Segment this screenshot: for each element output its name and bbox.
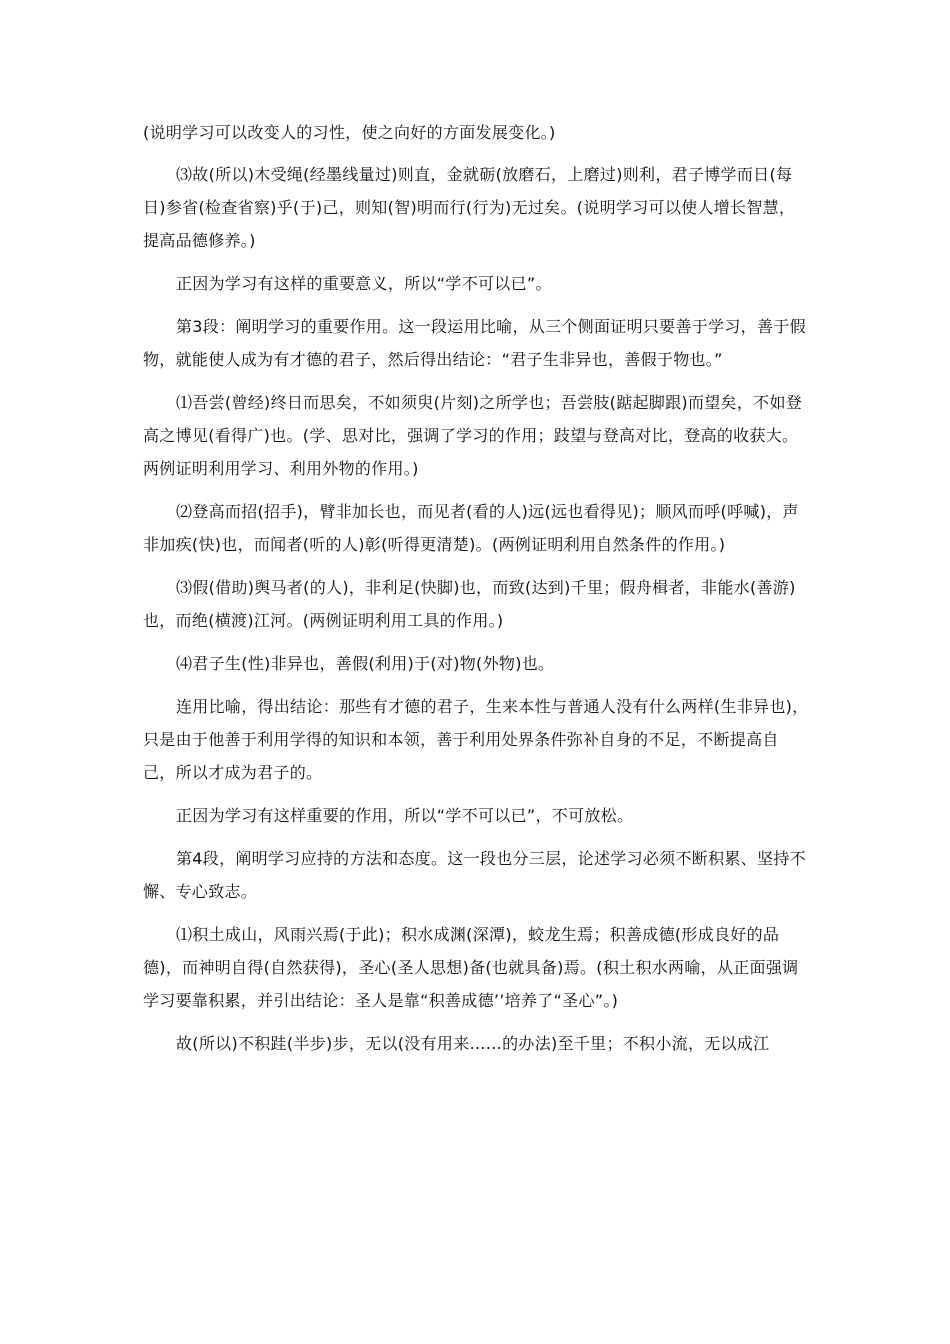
paragraph-final: 故(所以)不积跬(半步)步，无以(没有用来……的办法)至千里；不积小流，无以成江	[176, 1034, 770, 1053]
paragraph-item-1b: ⑴积土成山，风雨兴焉(于此)；积水成渊(深潭)，蛟龙生焉；积善成德(形成良好的品德)，而神明自得(自然获得)，圣心(圣人思想)备(也就具备)焉。(积土积水两喻，从正面强调学习要靠积累，并引出结论：圣人是靠“积善成德’’培养了“圣心”。)	[143, 925, 799, 1010]
paragraph-item-3: ⑶故(所以)木受绳(经墨线量过)则直，金就砺(放磨石，上磨过)则利，君子博学而日(每日)参省(检查省察)乎(于)己，则知(智)明而行(行为)无过矣。(说明学习可以使人增长智慧，提高品德修养。)	[143, 165, 796, 250]
paragraph-summary: 连用比喻，得出结论：那些有才德的君子，生来本性与普通人没有什么两样(生非异也)，只是由于他善于利用学得的知识和本领，善于利用处界条件弥补自身的不足，不断提高自己，所以才成为君子的。	[143, 697, 809, 782]
paragraph-item-1: ⑴吾尝(曾经)终日而思矣，不如须臾(片刻)之所学也；吾尝肢(踮起脚跟)而望矣，不如登高之博见(看得广)也。(学、思对比，强调了学习的作用；跂望与登高对比，登高的收获大。两例证明利用学习、利用外物的作用。)	[143, 393, 803, 478]
paragraph-section-3: 第3段：阐明学习的重要作用。这一段运用比喻，从三个侧面证明只要善于学习，善于假物，就能使人成为有才德的君子，然后得出结论：“君子生非异也，善假于物也。”	[143, 317, 806, 369]
paragraph-item-2: ⑵登高而招(招手)，臂非加长也，而见者(看的人)远(远也看得见)；顺风而呼(呼喊)，声非加疾(快)也，而闻者(听的人)彰(听得更清楚)。(两例证明利用自然条件的作用。)	[143, 502, 799, 554]
paragraph-item-3b: ⑶假(借助)舆马者(的人)，非利足(快脚)也，而致(达到)千里；假舟楫者，非能水(善游)也，而绝(横渡)江河。(两例证明利用工具的作用。)	[143, 578, 796, 630]
paragraph-conclusion-2: 正因为学习有这样重要的作用，所以“学不可以已”，不可放松。	[176, 806, 634, 825]
paragraph-section-4: 第4段，阐明学习应持的方法和态度。这一段也分三层，论述学习必须不断积累、坚持不懈、专心致志。	[143, 849, 806, 901]
paragraph-conclusion: 正因为学习有这样的重要意义，所以“学不可以已”。	[176, 274, 552, 293]
paragraph-note: (说明学习可以改变人的习性，使之向好的方面发展变化。)	[143, 123, 556, 142]
paragraph-item-4: ⑷君子生(性)非异也，善假(利用)于(对)物(外物)也。	[176, 654, 555, 673]
